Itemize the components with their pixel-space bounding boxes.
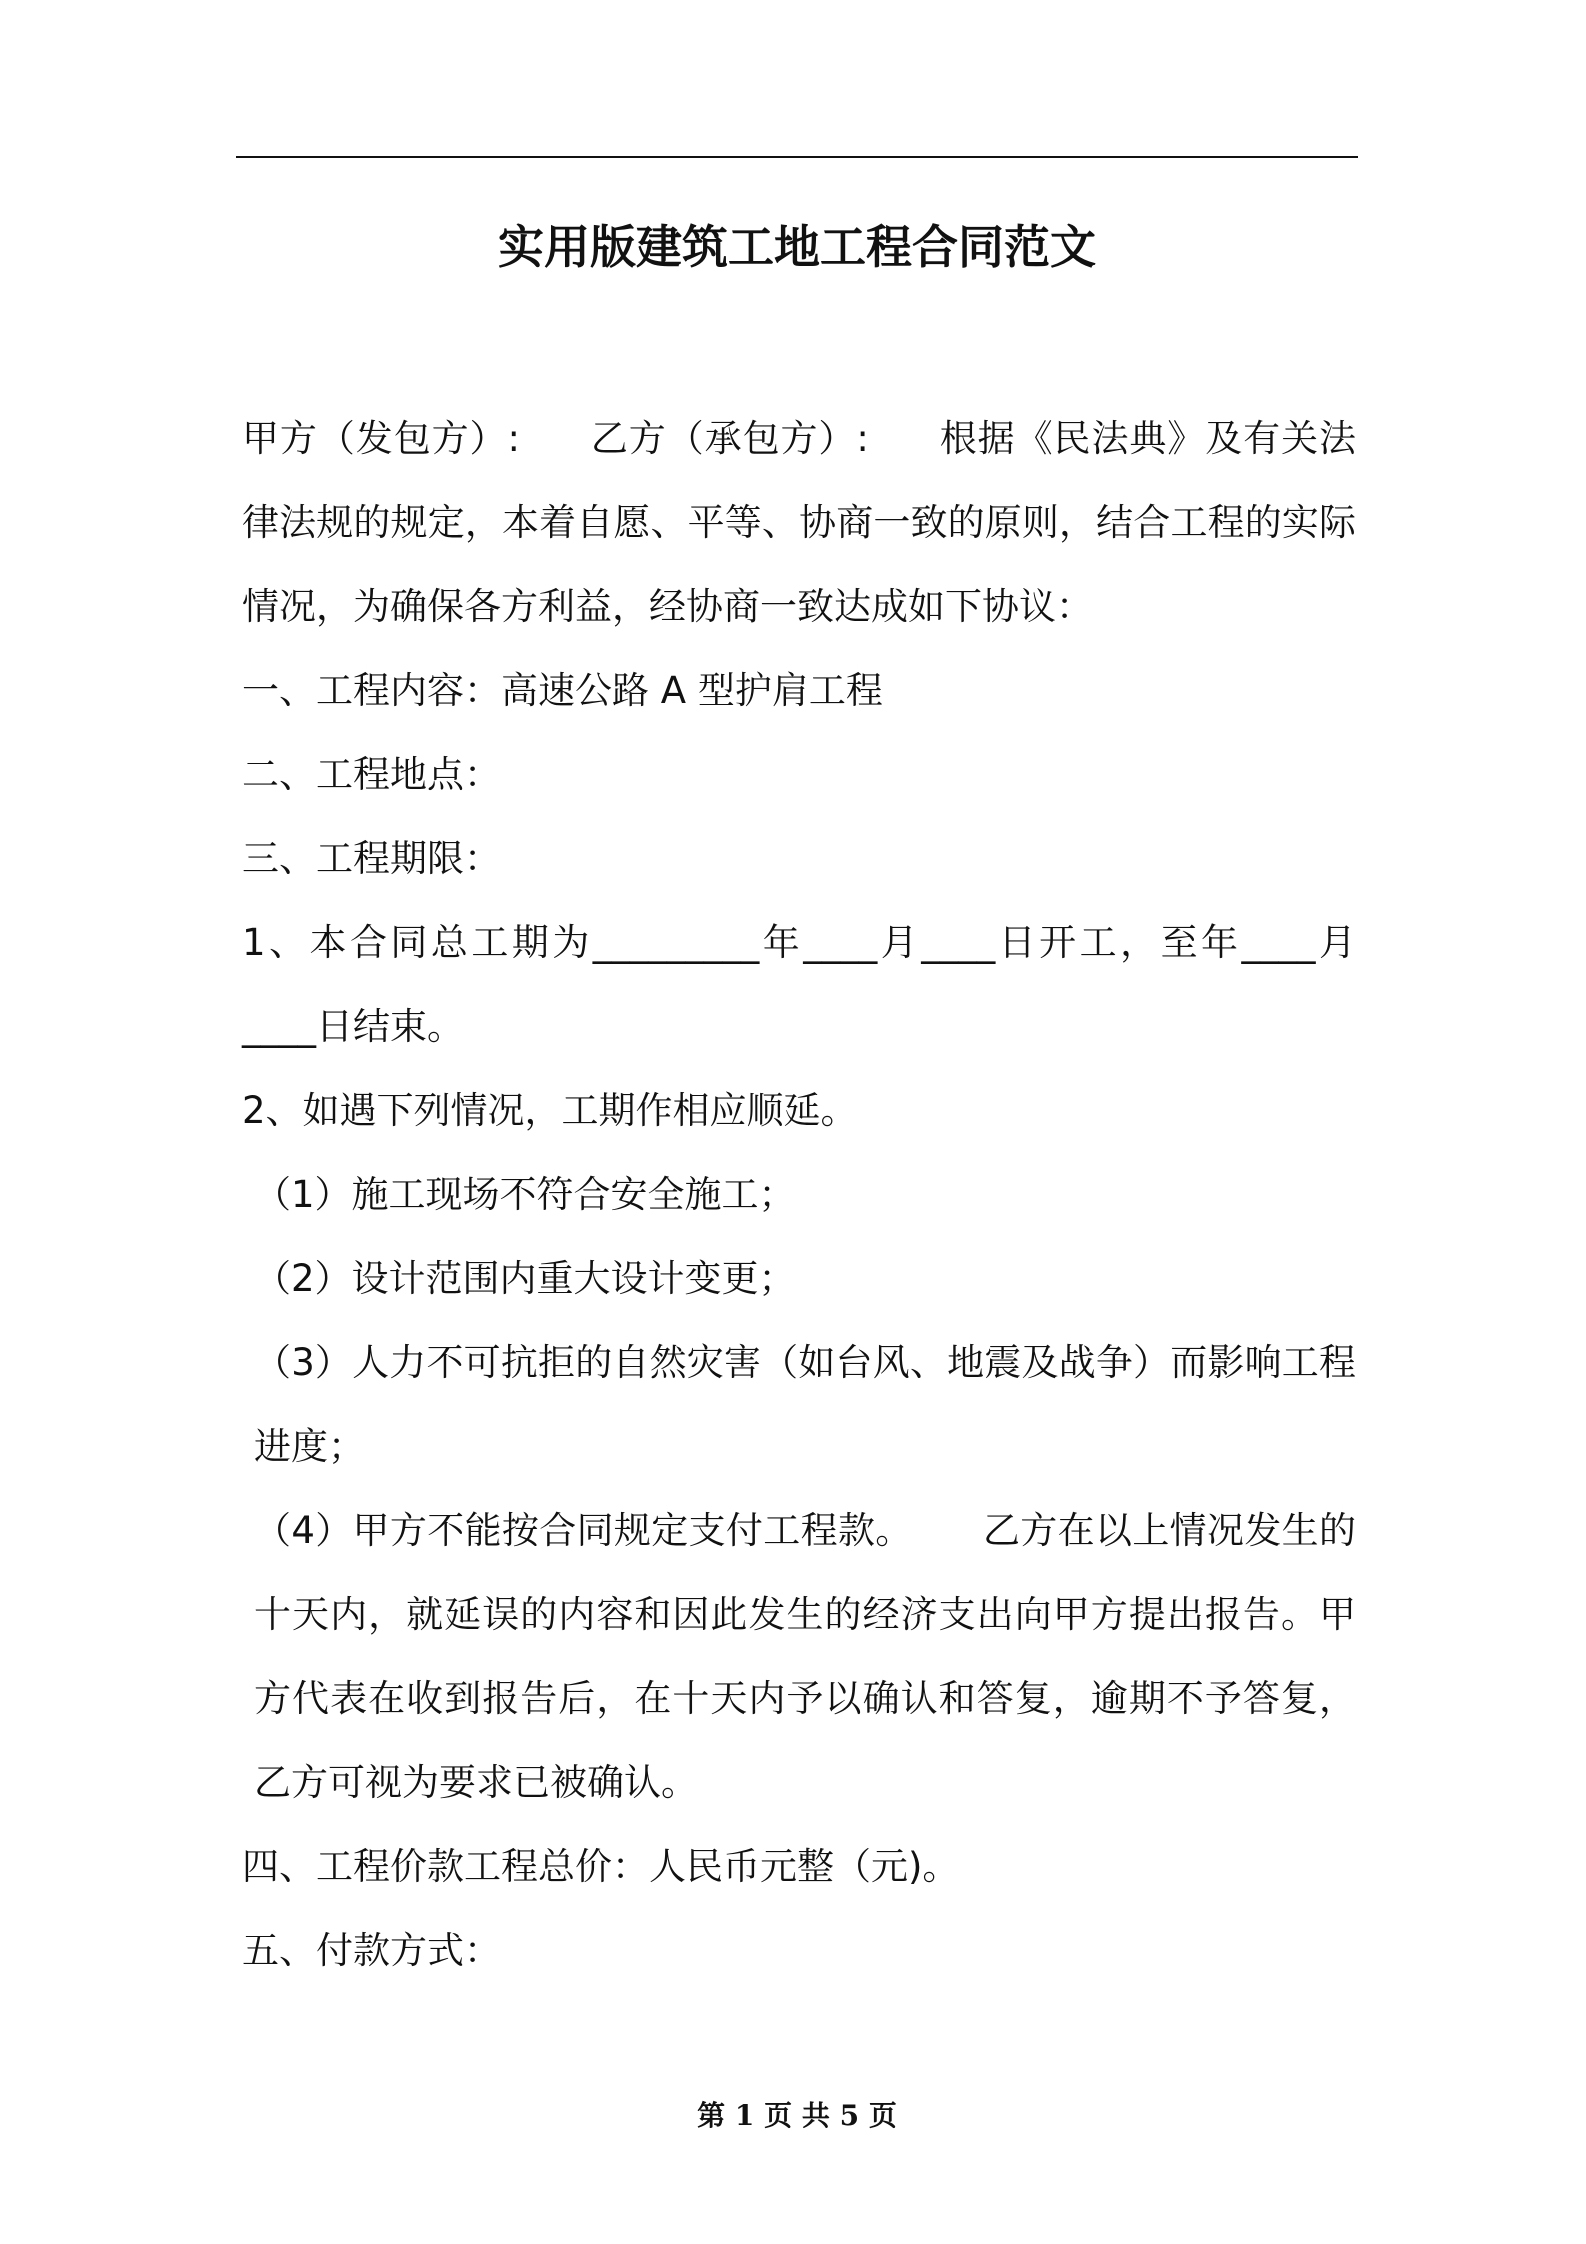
party-a-label: 甲方（发包方）:: [242, 417, 520, 460]
page-footer: 第 1 页 共 5 页: [697, 2099, 897, 2132]
item-extension: 2、如遇下列情况，工期作相应顺延。: [242, 1089, 858, 1132]
sub-item-4-continuation: 乙方在以上情况发生的十天内，就延误的内容和因此发生的经济支出向甲方提出报告。甲方代表在收到报告后，在十天内予以确认和答复，逾期不予答复，乙方可视为要求已被确认。: [254, 1509, 1357, 1804]
sub-item-2: （2）设计范围内重大设计变更；: [254, 1257, 796, 1300]
party-b-label: 乙方（承包方）:: [589, 417, 869, 460]
sub-item-4: （4）甲方不能按合同规定支付工程款。: [254, 1509, 913, 1552]
section-content: 一、工程内容：高速公路 A 型护肩工程: [242, 669, 883, 712]
item-total-period: 1、本合同总工期为_________年____月____日开工，至年____月____日结束。: [242, 921, 1356, 1048]
section-payment: 五、付款方式：: [242, 1929, 501, 1972]
section-location: 二、工程地点：: [242, 753, 501, 796]
intro-text: 根据《民法典》及有关法律法规的规定，本着自愿、平等、协商一致的原则，结合工程的实际情况，为确保各方利益，经协商一致达成如下协议：: [242, 417, 1357, 628]
document-title: 实用版建筑工地工程合同范文: [498, 220, 1096, 274]
sub-item-4-paragraph: [242, 1489, 1356, 1825]
intro-paragraph: [242, 397, 1356, 649]
section-price: 四、工程价款工程总价：人民币元整（元)。: [242, 1845, 960, 1888]
section-period: 三、工程期限：: [242, 837, 501, 880]
sub-item-3: （3）人力不可抗拒的自然灾害（如台风、地震及战争）而影响工程 进度；: [254, 1341, 1356, 1468]
sub-item-1: （1）施工现场不符合安全施工；: [254, 1173, 796, 1216]
document-body: [242, 397, 1356, 1993]
header-rule: [236, 156, 1358, 158]
